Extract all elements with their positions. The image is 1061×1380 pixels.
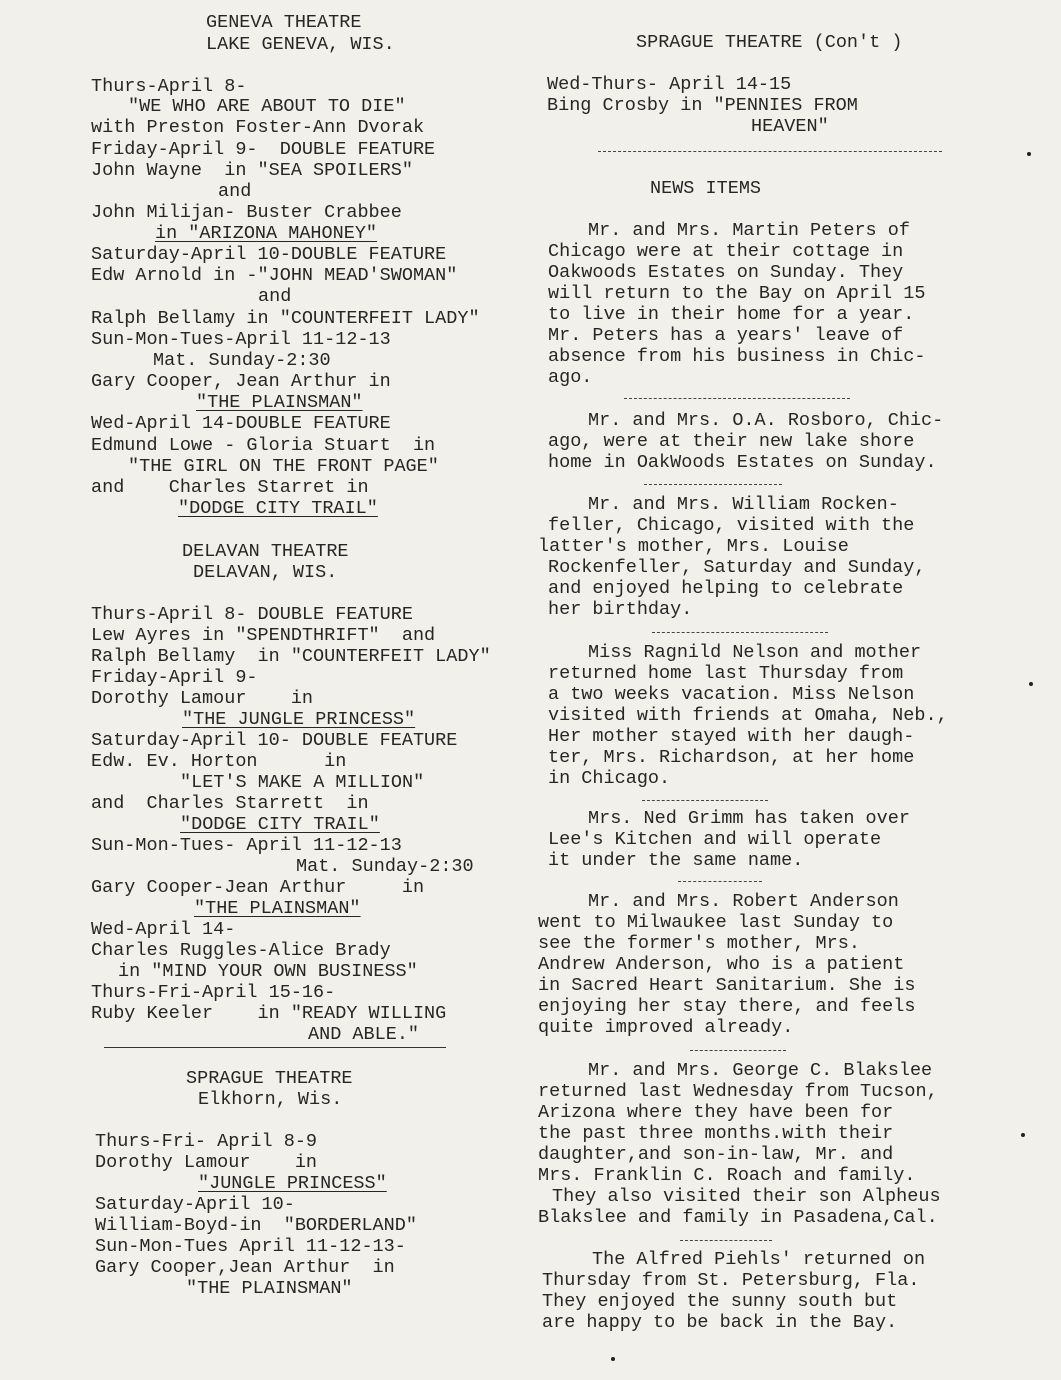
listing-line: Ralph Bellamy in "COUNTERFEIT LADY" [91, 308, 480, 329]
movie-title: "DODGE CITY TRAIL" [180, 814, 380, 835]
listing-line: and Charles Starrett in [91, 793, 369, 814]
item-divider [678, 881, 762, 882]
listing-line: Lew Ayres in "SPENDTHRIFT" and [91, 625, 436, 646]
margin-speck [1027, 152, 1031, 156]
item-divider [690, 1050, 786, 1051]
listing-line: William-Boyd-in "BORDERLAND" [95, 1215, 417, 1236]
listing-line: HEAVEN" [751, 116, 829, 137]
news-line: the past three months.with their [538, 1123, 894, 1144]
news-line: daughter,and son-in-law, Mr. and [538, 1144, 894, 1165]
listing-line: Mat. Sunday-2:30 [153, 350, 331, 371]
news-line: her birthday. [548, 599, 693, 620]
news-line: visited with friends at Omaha, Neb., [548, 705, 948, 726]
listing-line: in "MIND YOUR OWN BUSINESS" [118, 961, 418, 982]
section-title: DELAVAN THEATRE [182, 541, 349, 562]
news-line: Mr. and Mrs. William Rocken- [588, 494, 899, 515]
news-line: home in OakWoods Estates on Sunday. [548, 452, 937, 473]
news-line: went to Milwaukee last Sunday to [538, 912, 894, 933]
margin-speck [1029, 682, 1033, 686]
news-line: quite improved already. [538, 1017, 794, 1038]
listing-line: Wed-Thurs- April 14-15 [547, 74, 792, 95]
listing-line: "THE PLAINSMAN" [186, 1278, 353, 1299]
listing-line: Mat. Sunday-2:30 [296, 856, 474, 877]
section-subtitle: LAKE GENEVA, WIS. [206, 34, 395, 55]
listing-line: "WE WHO ARE ABOUT TO DIE" [128, 96, 406, 117]
news-line: Mrs. Franklin C. Roach and family. [538, 1165, 916, 1186]
listing-line: John Milijan- Buster Crabbee [91, 202, 402, 223]
listing-line: Gary Cooper-Jean Arthur in [91, 877, 425, 898]
section-subtitle: Elkhorn, Wis. [198, 1089, 343, 1110]
news-line: Mr. and Mrs. O.A. Rosboro, Chic- [588, 410, 944, 431]
movie-title: "THE JUNGLE PRINCESS" [182, 709, 416, 730]
listing-line: Wed-April 14-DOUBLE FEATURE [91, 413, 391, 434]
section-title: GENEVA THEATRE [206, 12, 362, 33]
listing-line: Edmund Lowe - Gloria Stuart in [91, 435, 436, 456]
news-line: Miss Ragnild Nelson and mother [588, 642, 922, 663]
news-line: enjoying her stay there, and feels [538, 996, 916, 1017]
movie-title: "THE PLAINSMAN" [194, 898, 361, 919]
news-line: Rockenfeller, Saturday and Sunday, [548, 557, 926, 578]
listing-line: Dorothy Lamour in [95, 1152, 318, 1173]
item-divider [652, 632, 828, 633]
listing-line: Gary Cooper,Jean Arthur in [95, 1257, 395, 1278]
listing-line: Ralph Bellamy in "COUNTERFEIT LADY" [91, 646, 491, 667]
listing-line: Saturday-April 10- DOUBLE FEATURE [91, 730, 458, 751]
listing-line: with Preston Foster-Ann Dvorak [91, 117, 425, 138]
news-line: absence from his business in Chic- [548, 346, 926, 367]
news-line: Chicago were at their cottage in [548, 241, 904, 262]
news-line: Mrs. Ned Grimm has taken over [588, 808, 910, 829]
listing-line: and [258, 286, 292, 307]
listing-line: Sun-Mon-Tues-April 11-12-13 [91, 329, 391, 350]
listing-line: Thurs-Fri- April 8-9 [95, 1131, 318, 1152]
news-line: ago, were at their new lake shore [548, 431, 915, 452]
news-line: Andrew Anderson, who is a patient [538, 954, 905, 975]
news-line: feller, Chicago, visited with the [548, 515, 915, 536]
listing-line: and [218, 181, 252, 202]
section-subtitle: DELAVAN, WIS. [193, 562, 338, 583]
news-line: ago. [548, 367, 593, 388]
section-title: SPRAGUE THEATRE [186, 1068, 353, 1089]
news-line: ter, Mrs. Richardson, at her home [548, 747, 915, 768]
listing-line: Charles Ruggles-Alice Brady [91, 940, 391, 961]
news-line: Arizona where they have been for [538, 1102, 894, 1123]
news-line: They also visited their son Alpheus [552, 1186, 941, 1207]
news-items-heading: NEWS ITEMS [650, 178, 762, 199]
listing-line: Saturday-April 10-DOUBLE FEATURE [91, 244, 447, 265]
item-divider [624, 398, 850, 399]
news-line: returned home last Thursday from [548, 663, 904, 684]
listing-line: Thurs-April 8- DOUBLE FEATURE [91, 604, 413, 625]
news-line: latter's mother, Mrs. Louise [538, 536, 849, 557]
news-line: The Alfred Piehls' returned on [592, 1249, 926, 1270]
listing-line: Friday-April 9- [91, 667, 258, 688]
listing-line: Dorothy Lamour in [91, 688, 314, 709]
news-line: in Chicago. [548, 768, 671, 789]
news-line: are happy to be back in the Bay. [542, 1312, 898, 1333]
news-line: Blakslee and family in Pasadena,Cal. [538, 1207, 938, 1228]
listing-line: Bing Crosby in "PENNIES FROM [547, 95, 858, 116]
listing-line: "THE GIRL ON THE FRONT PAGE" [128, 456, 439, 477]
listing-line: Sun-Mon-Tues- April 11-12-13 [91, 835, 402, 856]
item-divider [644, 484, 782, 485]
listing-line: Thurs-Fri-April 15-16- [91, 982, 336, 1003]
news-line: it under the same name. [548, 850, 804, 871]
news-line: Thursday from St. Petersburg, Fla. [542, 1270, 920, 1291]
news-line: Mr. and Mrs. Martin Peters of [588, 220, 910, 241]
news-line: to live in their home for a year. [548, 304, 915, 325]
news-line: Mr. Peters has a years' leave of [548, 325, 904, 346]
movie-title: "DODGE CITY TRAIL" [178, 498, 378, 519]
news-line: in Sacred Heart Sanitarium. She is [538, 975, 916, 996]
listing-line: "LET'S MAKE A MILLION" [180, 772, 425, 793]
section-title: SPRAGUE THEATRE (Con't ) [636, 32, 903, 53]
news-line: returned last Wednesday from Tucson, [538, 1081, 938, 1102]
item-divider [642, 800, 768, 801]
news-line: Oakwoods Estates on Sunday. They [548, 262, 904, 283]
section-divider [598, 151, 942, 152]
news-line: see the former's mother, Mrs. [538, 933, 860, 954]
listing-line: John Wayne in "SEA SPOILERS" [91, 160, 413, 181]
news-line: will return to the Bay on April 15 [548, 283, 926, 304]
movie-title: "JUNGLE PRINCESS" [198, 1173, 387, 1194]
item-divider [680, 1240, 772, 1241]
news-line: and enjoyed helping to celebrate [548, 578, 904, 599]
listing-line: Edw. Ev. Horton in [91, 751, 347, 772]
listing-line: Friday-April 9- DOUBLE FEATURE [91, 139, 436, 160]
listing-line: Wed-April 14- [91, 919, 236, 940]
listing-line: Ruby Keeler in "READY WILLING [91, 1003, 447, 1024]
margin-speck [1021, 1133, 1025, 1137]
news-line: Her mother stayed with her daugh- [548, 726, 915, 747]
news-line: Mr. and Mrs. Robert Anderson [588, 891, 899, 912]
news-line: a two weeks vacation. Miss Nelson [548, 684, 915, 705]
movie-title: "THE PLAINSMAN" [196, 392, 363, 413]
listing-line: Thurs-April 8- [91, 76, 247, 97]
listing-line: Saturday-April 10- [95, 1194, 295, 1215]
news-line: Mr. and Mrs. George C. Blakslee [588, 1060, 933, 1081]
news-line: Lee's Kitchen and will operate [548, 829, 882, 850]
margin-speck [611, 1357, 615, 1361]
listing-line: AND ABLE." [308, 1024, 420, 1045]
listing-line: and Charles Starret in [91, 477, 369, 498]
listing-line: Gary Cooper, Jean Arthur in [91, 371, 391, 392]
section-divider [104, 1047, 446, 1048]
news-line: They enjoyed the sunny south but [542, 1291, 898, 1312]
listing-line: Sun-Mon-Tues April 11-12-13- [95, 1236, 406, 1257]
movie-title: in "ARIZONA MAHONEY" [155, 223, 378, 244]
listing-line: Edw Arnold in -"JOHN MEAD'SWOMAN" [91, 265, 458, 286]
